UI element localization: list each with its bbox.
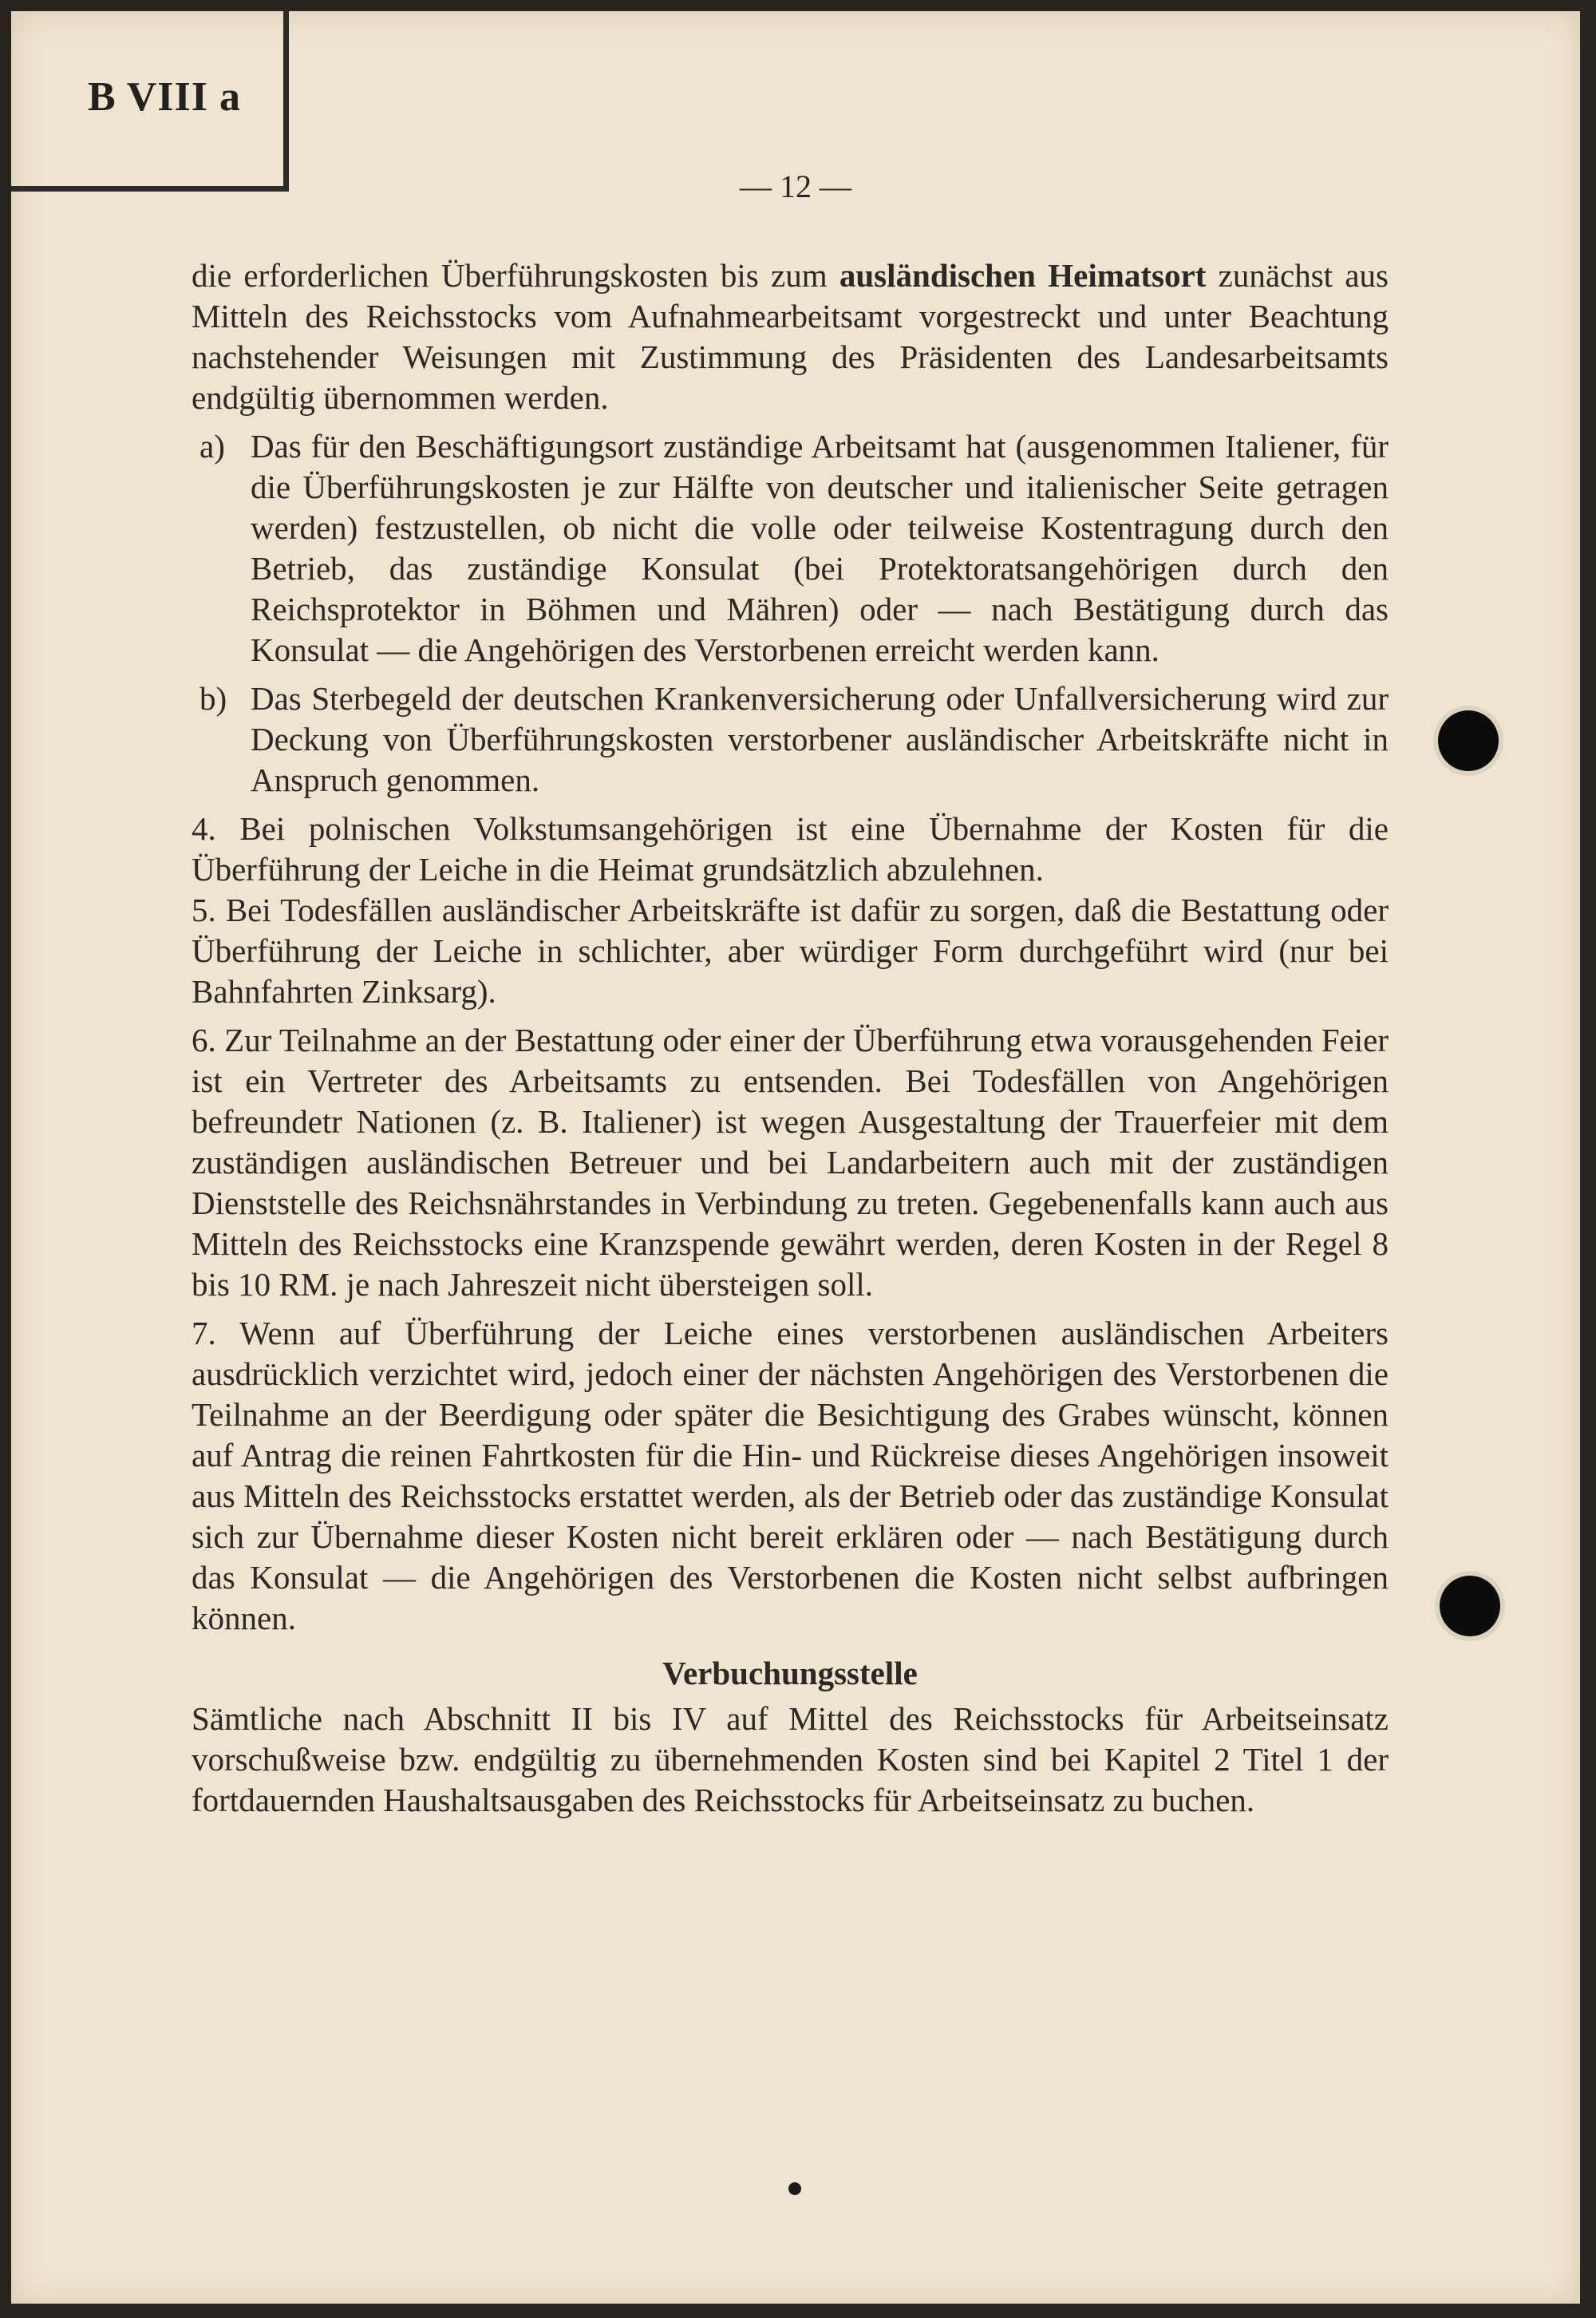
ink-speck	[788, 2182, 801, 2195]
intro-text-start: die erforderlichen Überführungskosten bis zum	[192, 257, 839, 294]
punch-hole-top	[1438, 710, 1499, 771]
paragraph-5: 5. Bei Todesfällen ausländischer Arbeitskräfte ist dafür zu sorgen, daß die Bestattung oder Überführung der Leiche in schlichter, aber würdiger Form durchgeführt wird (nur bei Bahnfahrten Zinksarg).	[192, 892, 1389, 1010]
document-body	[192, 255, 1389, 1829]
paragraph-4: 4. Bei polnischen Volkstumsangehörigen ist eine Übernahme der Kosten für die Überführung der Leiche in die Heimat grundsätzlich abzulehnen.	[192, 810, 1389, 888]
list-item-a-text: Das für den Beschäftigungsort zuständige Arbeitsamt hat (ausgenommen Italiener, für die Überführungskosten je zur Hälfte von deutscher und italienischer Seite getragen werden) festzustellen, ob nicht die volle oder teilweise Kostentragung durch den Betrieb, das zuständige Konsulat (bei Protektoratsangehörigen durch den Reichsprotektor in Böhmen und Mähren) oder — nach Bestätigung durch das Konsulat — die Angehörigen des Verstorbenen erreicht werden kann.	[251, 428, 1389, 668]
intro-bold-term: ausländischen Heimatsort	[839, 257, 1207, 294]
section-tab	[11, 11, 289, 192]
section-tab-label: B VIII a	[88, 74, 242, 120]
list-item-b-text: Das Sterbegeld der deutschen Krankenversicherung oder Unfallversicherung wird zur Deckung von Überführungskosten verstorbener ausländischer Arbeitskräfte nicht in Anspruch genommen.	[251, 680, 1389, 798]
intro-text-end: zunächst aus Mitteln des Reichsstocks vom Aufnahmearbeitsamt vorgestreckt und unter Beachtung nachstehender Weisungen mit Zustimmung des Präsidenten des Landesarbeitsamts endgültig übernommen werden.	[192, 257, 1389, 416]
punch-hole-bottom	[1440, 1576, 1500, 1636]
paragraph-final: Sämtliche nach Abschnitt II bis IV auf Mittel des Reichsstocks für Arbeitseinsatz vorschußweise bzw. endgültig zu übernehmenden Kosten sind bei Kapitel 2 Titel 1 der fortdauernden Haushaltsausgaben des Reichsstocks für Arbeitseinsatz zu buchen.	[192, 1700, 1389, 1818]
list-item-b	[192, 678, 1389, 801]
paragraph-6: 6. Zur Teilnahme an der Bestattung oder einer der Überführung etwa vorausgehenden Feier ist ein Vertreter des Arbeitsamts zu entsenden. Bei Todesfällen von Angehörigen befreundetr Nationen (z. B. Italiener) ist wegen Ausgestaltung der Trauerfeier mit dem zuständigen ausländischen Betreuer und bei Landarbeitern auch mit der zuständigen Dienststelle des Reichsnährstandes in Verbindung zu treten. Gegebenenfalls kann auch aus Mitteln des Reichsstocks eine Kranzspende gewährt werden, deren Kosten in der Regel 8 bis 10 RM. je nach Jahreszeit nicht übersteigen soll.	[192, 1022, 1389, 1303]
list-item-b-letter: b)	[200, 680, 227, 717]
paragraph-7: 7. Wenn auf Überführung der Leiche eines verstorbenen ausländischen Arbeiters ausdrücklich verzichtet wird, jedoch einer der nächsten Angehörigen des Verstorbenen die Teilnahme an der Beerdigung oder später die Besichtigung des Grabes wünscht, können auf Antrag die reinen Fahrtkosten für die Hin- und Rückreise dieses Angehörigen insoweit aus Mitteln des Reichsstocks erstattet werden, als der Betrieb oder das zuständige Konsulat sich zur Übernahme dieser Kosten nicht bereit erklären oder — nach Bestätigung durch das Konsulat — die Angehörigen des Verstorbenen die Kosten nicht selbst aufbringen können.	[192, 1315, 1389, 1636]
list-item-a	[192, 426, 1389, 670]
page-number: — 12 —	[740, 168, 851, 204]
document-page	[11, 11, 1580, 2304]
section-heading: Verbuchungsstelle	[662, 1655, 918, 1691]
list-item-a-letter: a)	[200, 428, 225, 465]
paragraph-intro	[192, 255, 1389, 418]
